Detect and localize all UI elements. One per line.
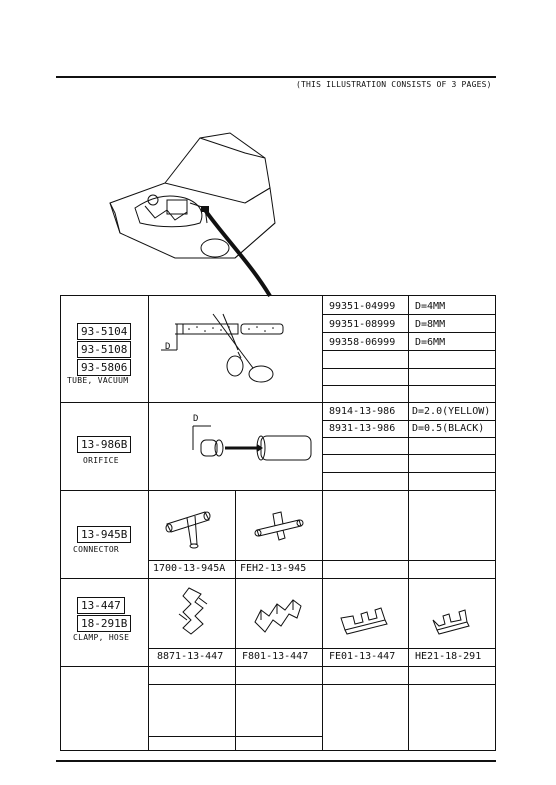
spec-line	[322, 368, 495, 369]
row-divider	[61, 666, 495, 667]
blank-line	[148, 736, 322, 737]
variant-code: FEH2-13-945	[240, 563, 307, 574]
part-name: CLAMP, HOSE	[73, 633, 130, 642]
spec-line	[322, 437, 495, 438]
dimension-label: D	[193, 414, 199, 424]
connector-a-drawing	[157, 498, 233, 556]
clamp-a-drawing	[161, 584, 231, 644]
col-divider	[408, 578, 409, 750]
part-number: 93-5104	[77, 323, 131, 340]
variant-line	[148, 560, 495, 561]
spec-line	[322, 420, 495, 421]
part-number: 13-986B	[77, 436, 131, 453]
spec-line	[322, 454, 495, 455]
connector-b-drawing	[243, 498, 319, 556]
variant-line	[148, 648, 495, 649]
part-name: TUBE, VACUUM	[67, 376, 129, 385]
part-number: 13-447	[77, 597, 125, 614]
car-engine-illustration	[105, 128, 305, 298]
blank-line	[148, 684, 495, 685]
spec-line	[322, 350, 495, 351]
pages-note: (THIS ILLUSTRATION CONSISTS OF 3 PAGES)	[296, 80, 492, 89]
clamp-b-drawing	[247, 592, 317, 642]
variant-code: FE01-13-447	[329, 651, 396, 662]
row-divider	[61, 490, 495, 491]
spec-value: D=0.5(BLACK)	[412, 423, 485, 434]
row-divider	[61, 402, 495, 403]
spec-code: 99358-06999	[329, 337, 396, 348]
spec-value: D=6MM	[415, 337, 446, 348]
header-rule	[56, 76, 496, 78]
part-name: ORIFICE	[83, 456, 119, 465]
spec-line	[322, 472, 495, 473]
part-number: 93-5806	[77, 359, 131, 376]
spec-line	[322, 332, 495, 333]
part-number: 13-945B	[77, 526, 131, 543]
variant-code: 1700-13-945A	[153, 563, 226, 574]
variant-code: F801-13-447	[242, 651, 309, 662]
spec-code: 8931-13-986	[329, 423, 396, 434]
spec-value: D=2.0(YELLOW)	[412, 406, 491, 417]
parts-table	[60, 295, 496, 751]
spec-code: 99351-04999	[329, 301, 396, 312]
footer-rule	[56, 760, 496, 762]
spec-code: 8914-13-986	[329, 406, 396, 417]
clamp-c-drawing	[331, 600, 401, 644]
variant-code: HE21-18-291	[415, 651, 482, 662]
clamp-d-drawing	[417, 600, 487, 644]
spec-value: D=8MM	[415, 319, 446, 330]
dimension-label: D	[165, 342, 171, 352]
col-divider	[235, 490, 236, 750]
part-number: 93-5108	[77, 341, 131, 358]
col-divider	[148, 296, 149, 750]
col-divider	[322, 296, 323, 750]
spec-line	[322, 314, 495, 315]
spec-value: D=4MM	[415, 301, 446, 312]
spec-code: 99351-08999	[329, 319, 396, 330]
part-number: 18-291B	[77, 615, 131, 632]
part-name: CONNECTOR	[73, 545, 120, 554]
variant-code: 8871-13-447	[157, 651, 224, 662]
orifice-drawing	[153, 408, 313, 484]
tube-vacuum-drawing	[153, 302, 313, 398]
row-divider	[61, 578, 495, 579]
spec-line	[322, 385, 495, 386]
